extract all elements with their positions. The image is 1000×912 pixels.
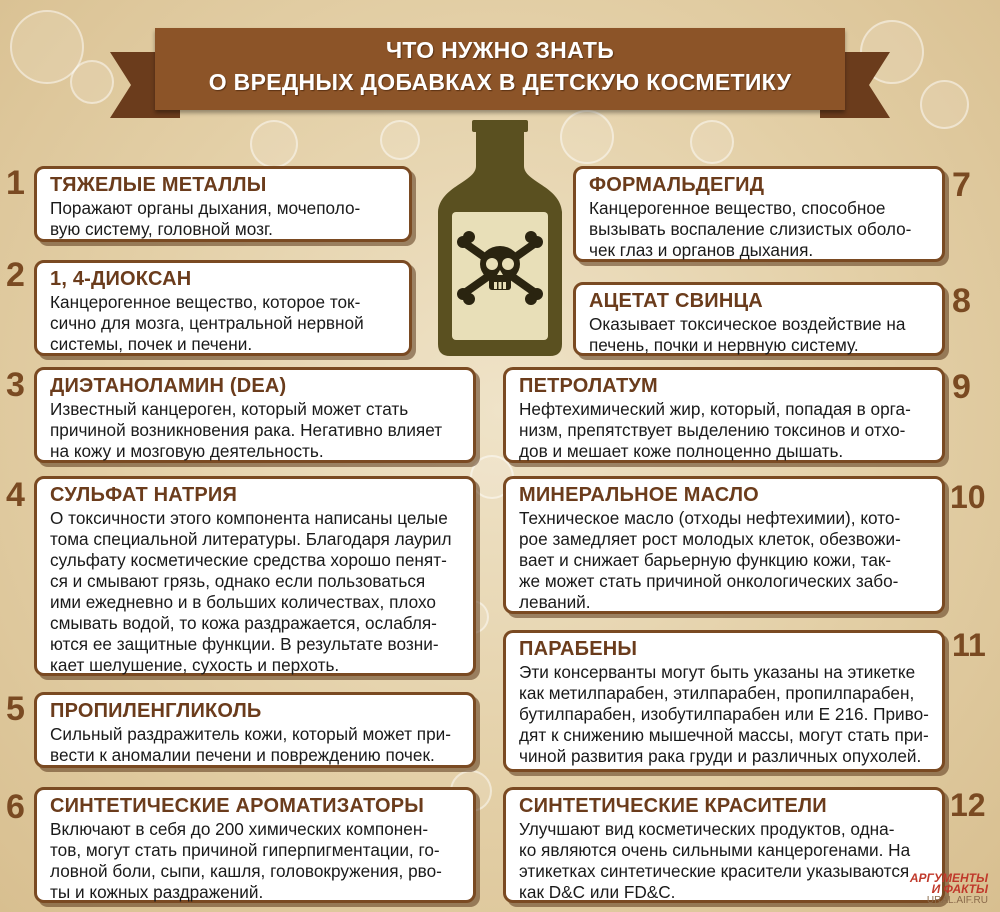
poison-bottle-icon	[432, 120, 568, 356]
card-title: ФОРМАЛЬДЕГИД	[589, 174, 765, 196]
card-title: ПРОПИЛЕНГЛИКОЛЬ	[50, 700, 262, 722]
watermark-logo-line1: АРГУМЕНТЫ	[909, 871, 988, 885]
item-number-1: 1	[6, 164, 25, 202]
source-watermark	[910, 873, 988, 906]
bubble-decor	[560, 110, 614, 164]
watermark-site: URAL.AIF.RU	[926, 895, 988, 906]
bubble-decor	[690, 120, 734, 164]
card-lead-acetate	[573, 282, 945, 356]
card-title: СУЛЬФАТ НАТРИЯ	[50, 484, 238, 506]
item-number-12: 12	[950, 787, 986, 823]
card-title: ПАРАБЕНЫ	[519, 638, 638, 660]
card-diethanolamine	[34, 367, 476, 463]
card-title: ТЯЖЕЛЫЕ МЕТАЛЛЫ	[50, 174, 267, 196]
card-text: Включают в себя до 200 химических компонен- тов, могут стать причиной гиперпигментации, го- ловной боли, сыпи, кашля, головокружения, рво- ты и кожных раздражений.	[50, 819, 442, 902]
card-title: ПЕТРОЛАТУМ	[519, 375, 658, 397]
card-title: СИНТЕТИЧЕСКИЕ АРОМАТИЗАТОРЫ	[50, 795, 425, 817]
poison-bottle-graphic	[432, 120, 568, 356]
item-number-5: 5	[6, 690, 25, 728]
card-text: Поражают органы дыхания, мочеполо- вую систему, головной мозг.	[50, 198, 361, 239]
card-synthetic-fragrances	[34, 787, 476, 903]
item-number-10: 10	[950, 479, 986, 515]
card-text: О токсичности этого компонента написаны целые тома специальной литературы. Благодаря лаурил сульфату косметические средства хорошо пенят- ся и смывают грязь, однако если пользоваться ими ежедневно и в больших количествах, плохо смывать водой, то кожа раздражается, ослабля- ются ее защитные функции. В результате возни- кает шелушение, сухость и перхоть.	[50, 508, 452, 675]
card-text: Нефтехимический жир, который, попадая в орга- низм, препятствует выделению токсинов и отхо- дов и мешает коже полноценно дышать.	[519, 399, 911, 461]
card-text: Известный канцероген, который может стать причиной возникновения рака. Негативно влияет на кожу и мозговую деятельность.	[50, 399, 443, 461]
item-number-9: 9	[952, 368, 971, 406]
bubble-decor	[70, 60, 114, 104]
card-title: 1, 4-ДИОКСАН	[50, 268, 192, 290]
header-ribbon	[155, 28, 845, 110]
card-synthetic-dyes	[503, 787, 945, 903]
card-text: Техническое масло (отходы нефтехимии), кото- рое замедляет рост молодых клеток, обезвожи- вает и снижает барьерную функцию кожи, так- же может стать причиной онкологических забо- леваний.	[519, 508, 901, 612]
card-propylene-glycol	[34, 692, 476, 768]
item-number-7: 7	[952, 166, 971, 204]
card-text: Сильный раздражитель кожи, который может при- вести к аномалии печени и повреждению почек.	[50, 724, 451, 765]
card-parabens	[503, 630, 945, 772]
ribbon-body	[155, 28, 845, 110]
card-text: Канцерогенное вещество, которое ток- сично для мозга, центральной нервной системы, почек и печени.	[50, 292, 364, 354]
card-petrolatum	[503, 367, 945, 463]
item-number-8: 8	[952, 282, 971, 320]
page-title-line2: О ВРЕДНЫХ ДОБАВКАХ В ДЕТСКУЮ КОСМЕТИКУ	[208, 69, 792, 95]
bubble-decor	[920, 80, 969, 129]
card-text: Оказывает токсическое воздействие на печень, почки и нервную систему.	[589, 314, 906, 355]
card-title: СИНТЕТИЧЕСКИЕ КРАСИТЕЛИ	[519, 795, 827, 817]
card-text: Канцерогенное вещество, способное вызывать воспаление слизистых оболо- чек глаз и органов дыхания.	[589, 198, 912, 260]
card-dioxane	[34, 260, 412, 356]
card-sodium-sulfate	[34, 476, 476, 676]
item-number-4: 4	[6, 476, 25, 514]
card-title: АЦЕТАТ СВИНЦА	[589, 290, 763, 312]
item-number-2: 2	[6, 256, 25, 294]
item-number-11: 11	[952, 627, 986, 663]
page-title-line1: ЧТО НУЖНО ЗНАТЬ	[385, 37, 615, 63]
item-number-3: 3	[6, 366, 25, 404]
card-mineral-oil	[503, 476, 945, 614]
card-heavy-metals	[34, 166, 412, 242]
card-title: ДИЭТАНОЛАМИН (DEA)	[50, 375, 287, 397]
card-formaldehyde	[573, 166, 945, 262]
card-title: МИНЕРАЛЬНОЕ МАСЛО	[519, 484, 759, 506]
bubble-decor	[380, 120, 420, 160]
card-text: Эти консерванты могут быть указаны на этикетке как метилпарабен, этилпарабен, пропилпарабен, бутилпарабен, изобутилпарабен или Е 216. Приво- дят к снижению мышечной массы, могут стать при- чиной развития рака груди и различных опухолей.	[519, 662, 929, 766]
card-text: Улучшают вид косметических продуктов, одна- ко являются очень сильными канцерогенами. На этикетках синтетические красители указываются как D&C или FD&C.	[519, 819, 911, 902]
watermark-logo-line2: И ФАКТЫ	[931, 882, 988, 896]
item-number-6: 6	[6, 788, 25, 826]
bubble-decor	[250, 120, 298, 168]
